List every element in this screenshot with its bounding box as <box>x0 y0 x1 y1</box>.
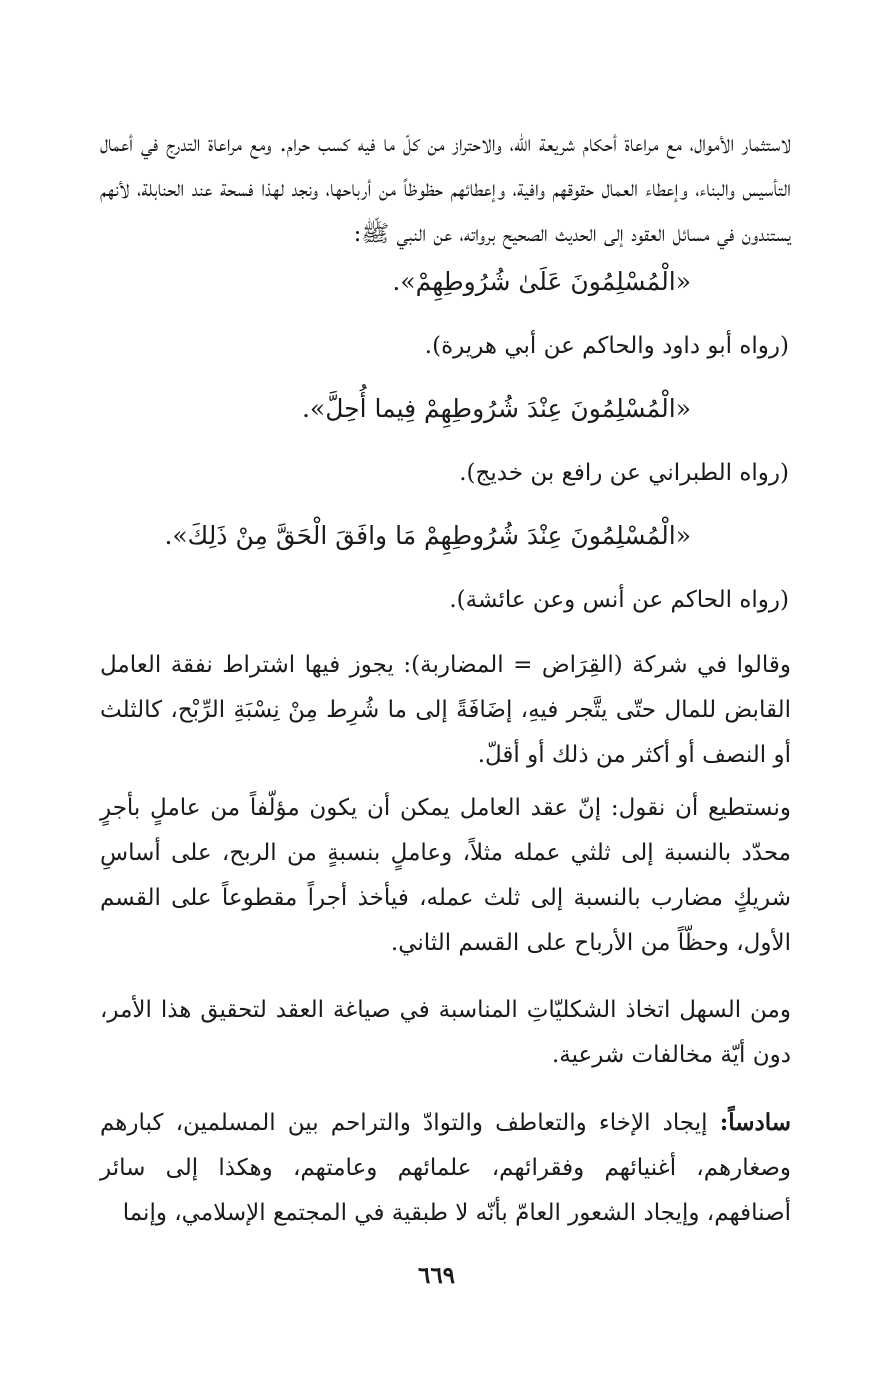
hadith-2-source: (رواه الطبراني عن رافع بن خديج). <box>459 460 789 486</box>
paragraph-3: ونستطيع أن نقول: إنّ عقد العامل يمكن أن يكون مؤلّفاً من عاملٍ بأجرٍ محدّد بالنسبة إلى ثلثي عمله مثلاً، وعاملٍ بنسبةٍ من الربح، على أساسِ شريكٍ مضارب بالنسبة إلى ثلث عمله، فيأخذ أجراً مقطوعاً على القسم الأول، وحظّاً من الأرباح على القسم الثاني. <box>100 795 791 956</box>
hadith-3-source: (رواه الحاكم عن أنس وعن عائشة). <box>449 587 789 613</box>
text-column <box>100 122 791 1236</box>
page-number: ٦٦٩ <box>417 1262 456 1289</box>
hadith-1: «الْمُسْلِمُونَ عَلَىٰ شُرُوطِهِمْ». <box>392 267 691 296</box>
hadith-1-source: (رواه أبو داود والحاكم عن أبي هريرة). <box>424 333 789 359</box>
hadith-2: «الْمُسْلِمُونَ عِنْدَ شُرُوطِهِمْ فِيما أُحِلَّ». <box>301 394 691 423</box>
paragraph-1: لاستثمار الأموال، مع مراعاة أحكام شريعة الله، والاحتراز من كلّ ما فيه كسب حرام. ومع مراعاة التدرج في أعمال التأسيس والبناء، وإعطاء العمال حقوقهم وافية، وإعطائهم حظوظاً من أرباحها، ونجد لهذا فسحة عند الحنابلة، لأنهم يستندون في مسائل العقود إلى الحديث الصحيح برواته، عن النبي ﷺ: <box>100 131 791 247</box>
hadith-3: «الْمُسْلِمُونَ عِنْدَ شُرُوطِهِمْ مَا وافَقَ الْحَقَّ مِنْ ذَلِكَ». <box>164 521 691 550</box>
paragraph-5 <box>100 1100 791 1236</box>
paragraph-5-text: إيجاد الإخاء والتعاطف والتوادّ والتراحم بين المسلمين، كبارهم وصغارهم، أغنيائهم وفقرائهم، علمائهم وعامتهم، وهكذا إلى سائر أصنافهم، وإيجاد الشعور العامّ بأنّه لا طبقية في المجتمع الإسلامي، وإنما <box>100 1110 791 1226</box>
paragraph-4: ومن السهل اتخاذ الشكليّاتِ المناسبة في صياغة العقد لتحقيق هذا الأمر، دون أيّة مخالفات شرعية. <box>100 997 791 1068</box>
section-label: سادساً: <box>719 1109 792 1136</box>
paragraph-2: وقالوا في شركة (القِرَاض = المضاربة): يجوز فيها اشتراط نفقة العامل القابض للمال حتّى يتَّجر فيهِ، إضَافَةً إلى ما شُرِط مِنْ نِسْبَةِ الرِّبْح، كالثلث أو النصف أو أكثر من ذلك أو أقلّ. <box>100 652 791 768</box>
